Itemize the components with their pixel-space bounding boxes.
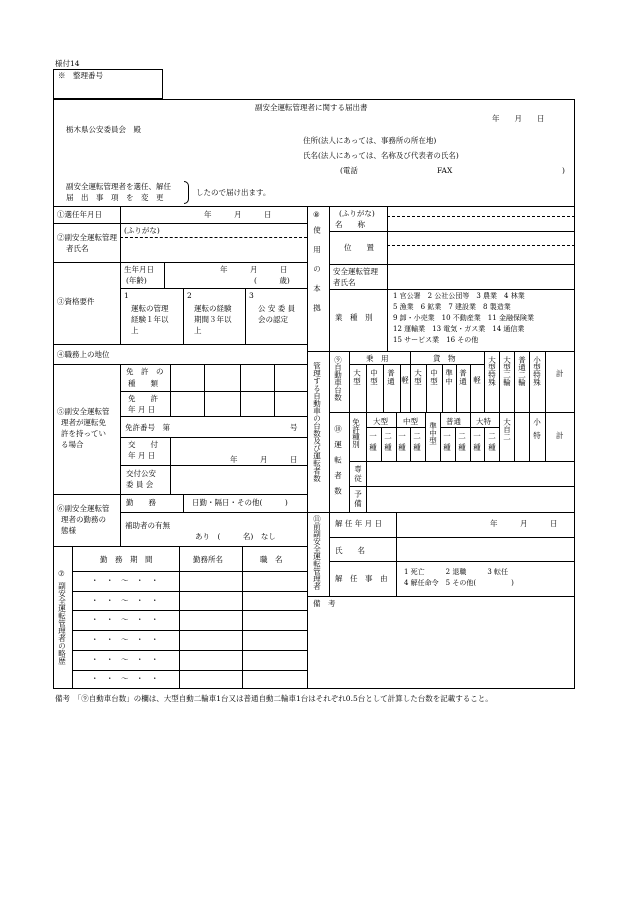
vehicle-col-label: 大型 xyxy=(352,369,362,386)
license-date-cell-divider xyxy=(240,391,241,416)
license-type-cell-divider xyxy=(204,364,205,391)
history-row-divider xyxy=(72,630,307,631)
reserve-label: 予備 xyxy=(353,490,363,509)
applicant-address-label[interactable]: 住所(法人にあっては、事務所の所在地) xyxy=(303,136,437,145)
license-section-label-4: る場合 xyxy=(61,440,84,449)
age-field[interactable]: ( 歳) xyxy=(254,276,290,285)
lead-tail: したので届け出ます。 xyxy=(196,188,271,197)
work-style-label: ⑥副安全運転管 xyxy=(57,504,110,513)
vehicle-col-label: 大型 xyxy=(413,369,423,386)
history-row-divider xyxy=(72,571,307,572)
vehicle-col-divider xyxy=(442,364,443,412)
license-type-label: 免 許 の xyxy=(126,367,164,376)
history-period-2[interactable]: ・ ・ ～ ・ ・ xyxy=(91,596,159,605)
left-label-divider xyxy=(120,206,121,344)
sub-manager-name-label-2: 者氏名 xyxy=(66,244,89,253)
vehicle-col-label: 軽 xyxy=(472,376,482,385)
row-divider xyxy=(349,461,575,462)
qualification-1-text-3: 上 xyxy=(131,326,139,335)
vehicle-col-label: 軽 xyxy=(400,376,410,385)
license-type-cell-divider xyxy=(274,364,275,391)
driver-group-tokushu: 大特 xyxy=(476,417,491,426)
industry-options-4[interactable]: 12 運輸業 13 電気・ガス業 14 通信業 xyxy=(393,325,525,333)
vehicle-col-divider xyxy=(383,364,384,412)
issuer-label: 交付公安 xyxy=(126,469,156,478)
driver-count-label: ⑩運転者数 xyxy=(333,425,343,503)
furigana-dashed-line xyxy=(120,237,307,238)
driver-col-divider xyxy=(484,427,485,461)
driver-sub-ichi: 一種 xyxy=(397,432,407,455)
vehicle-col-divider xyxy=(410,351,411,412)
driver-col-divider xyxy=(381,427,382,461)
vehicle-col-divider xyxy=(456,364,457,412)
driver-sub-ichi: 一種 xyxy=(442,432,452,455)
license-divider xyxy=(170,364,171,416)
managed-vehicles-label: 管理する自動車の台数及び運転者数 xyxy=(312,362,322,482)
row-divider xyxy=(329,537,575,538)
driver-total-label: 計 xyxy=(556,431,564,440)
birth-date-label: 生年月日 xyxy=(124,265,154,274)
base-location-label: 位 置 xyxy=(344,243,374,252)
history-period-3[interactable]: ・ ・ ～ ・ ・ xyxy=(91,615,159,624)
history-row-divider xyxy=(72,670,307,671)
attachment-label: 様付14 xyxy=(55,59,80,68)
driver-sub-ni: 二種 xyxy=(487,432,497,455)
vehicle-col-label: 大型特殊 xyxy=(487,356,497,386)
row-divider xyxy=(53,546,307,547)
vehicle-col-divider xyxy=(484,351,485,412)
history-period-4[interactable]: ・ ・ ～ ・ ・ xyxy=(91,635,159,644)
qualification-2-text-3: 上 xyxy=(194,326,202,335)
vehicle-col-label: 準中 xyxy=(444,369,454,386)
row-divider xyxy=(120,465,307,466)
submission-date[interactable]: 年 月 日 xyxy=(492,114,545,123)
qualification-2-text[interactable]: 運転の経験 xyxy=(194,304,232,313)
driver-group-normal: 普通 xyxy=(446,417,461,426)
license-type-cell-divider xyxy=(240,364,241,391)
history-period-6[interactable]: ・ ・ ～ ・ ・ xyxy=(91,674,159,683)
qualification-1-number: 1 xyxy=(124,291,129,300)
vehicle-group-line xyxy=(349,364,484,365)
safety-manager-label-2: 者氏名 xyxy=(333,278,356,287)
history-col-period: 勤 務 期 間 xyxy=(100,555,153,564)
license-date-label: 免 許 xyxy=(128,394,158,403)
qualification-1-text-2: 経験１年以 xyxy=(131,315,169,324)
driver-col-divider xyxy=(366,412,367,461)
vehicle-col-label: 中型 xyxy=(429,369,439,386)
driver-col-divider xyxy=(396,412,397,461)
left-label-divider xyxy=(120,364,121,494)
qualification-1-text[interactable]: 運転の管理 xyxy=(131,304,169,313)
license-section-label: ⑤副安全運転管 xyxy=(57,407,110,416)
helper-value[interactable]: あり ( 名) なし xyxy=(195,532,276,541)
row-divider xyxy=(349,486,575,487)
vehicle-col-divider xyxy=(529,351,530,412)
qualification-3-number: 3 xyxy=(249,291,254,300)
dismissal-reason-label: 解 任 事 由 xyxy=(335,574,388,583)
row-divider xyxy=(120,512,307,513)
industry-options-2[interactable]: 5 漁業 6 鉱業 7 建設業 8 製造業 xyxy=(393,303,511,311)
driver-col-divider xyxy=(499,412,500,461)
qualification-divider xyxy=(183,288,184,344)
phone-close: ) xyxy=(562,166,565,175)
base-furigana-dashed xyxy=(387,216,575,217)
qualification-3-text[interactable]: 公 安 委 員 xyxy=(258,304,296,313)
row-divider xyxy=(307,512,575,513)
vehicle-col-label: 普通二輪 xyxy=(517,356,527,386)
license-type-label-2: 種 類 xyxy=(128,379,158,388)
driver-sub-ni: 二種 xyxy=(383,432,393,455)
dismissal-date-label: 解 任 年 月 日 xyxy=(335,519,383,528)
driver-sub-ni: 二種 xyxy=(412,432,422,455)
history-row-divider xyxy=(72,650,307,651)
qualification-label: ③資格要件 xyxy=(57,297,95,306)
driver-sub-ni: 二種 xyxy=(457,432,467,455)
phone-label[interactable]: (電話 xyxy=(340,166,358,175)
row-divider xyxy=(120,416,307,417)
row-divider xyxy=(120,288,307,289)
issue-date-field[interactable]: 年 月 日 xyxy=(230,455,298,464)
driver-group-junchu: 準中型 xyxy=(428,422,438,445)
row-divider xyxy=(307,351,575,352)
history-period-5[interactable]: ・ ・ ～ ・ ・ xyxy=(91,655,159,664)
prev-manager-label: ⑪前副安全運転管理者 xyxy=(312,515,322,590)
fax-label[interactable]: FAX xyxy=(437,166,453,175)
driver-sub-ichi: 一種 xyxy=(472,432,482,455)
row-divider xyxy=(307,596,575,597)
license-section-label-2: 理者が運転免 xyxy=(61,418,106,427)
vehicles-label-divider-2 xyxy=(349,351,350,512)
license-date-label-2: 年 月 日 xyxy=(128,405,156,414)
row-divider xyxy=(329,231,575,232)
group-passenger: 乗 用 xyxy=(366,354,389,363)
base-location-dashed xyxy=(387,245,575,246)
applicant-name-label[interactable]: 氏名(法人にあっては、名称及び代表者の氏名) xyxy=(303,151,459,160)
prev-name-label: 氏 名 xyxy=(335,546,365,555)
history-col-place: 勤務所名 xyxy=(193,555,223,564)
driver-col-divider xyxy=(470,412,471,461)
age-label: (年齢) xyxy=(126,276,147,285)
row-divider xyxy=(329,289,575,290)
issue-date-label-2: 年 月 日 xyxy=(128,451,156,460)
form-title: 副安全運転管理者に関する届出書 xyxy=(255,103,368,112)
vehicle-col-label: 大型二輪 xyxy=(502,356,512,386)
driver-group-kotoku: 小特 xyxy=(532,418,542,445)
work-label: 勤 務 xyxy=(126,498,156,507)
row-divider xyxy=(53,494,307,495)
left-label-divider xyxy=(120,494,121,546)
addressee: 栃木県公安委員会 殿 xyxy=(66,125,141,134)
row-divider xyxy=(53,262,307,263)
vehicles-label-divider xyxy=(329,351,330,512)
vehicle-total-label: 計 xyxy=(556,369,564,378)
center-divider xyxy=(307,206,308,689)
base-name-label: 名 称 xyxy=(335,220,365,229)
work-value[interactable]: 日勤・隔日・その他( ) xyxy=(192,498,288,507)
position-label: ④職務上の地位 xyxy=(57,350,110,359)
birth-date-field[interactable]: 年 月 日 xyxy=(220,265,288,274)
history-label-divider xyxy=(72,546,73,689)
driver-row-divider xyxy=(366,461,367,512)
qualification-2-number: 2 xyxy=(187,291,192,300)
sub-manager-name-label: ②副安全運転管理 xyxy=(57,233,117,242)
appointment-date-label: ①選任年月日 xyxy=(57,210,102,219)
license-section-label-3: 許を持ってい xyxy=(61,429,106,438)
driver-sub-ichi: 一種 xyxy=(368,432,378,455)
helper-label: 補助者の有無 xyxy=(125,521,170,530)
driver-group-large: 大型 xyxy=(373,417,388,426)
lead-brace xyxy=(184,181,189,204)
safety-manager-label: 安全運転管理 xyxy=(333,267,378,276)
base-divider xyxy=(387,206,388,351)
base-number: ⑧ xyxy=(313,210,320,219)
work-divider xyxy=(183,494,184,512)
driver-group-daini: 大自二 xyxy=(502,418,512,441)
history-row-divider xyxy=(72,591,307,592)
history-number: ⑦ xyxy=(58,569,65,578)
vehicle-col-label: 普通 xyxy=(386,369,396,386)
license-date-cell-divider xyxy=(274,391,275,416)
vehicle-col-divider xyxy=(400,364,401,412)
license-kind-label: 免許種別 xyxy=(351,418,361,448)
furigana-label: (ふりがな) xyxy=(124,226,160,235)
qualification-divider xyxy=(245,288,246,344)
history-label: 副安全運転管理者の略歴 xyxy=(57,582,67,665)
group-cargo: 貨 物 xyxy=(433,354,456,363)
vehicle-col-label: 中型 xyxy=(369,369,379,386)
row-divider xyxy=(53,364,307,365)
industry-options-5[interactable]: 15 サービス業 16 その他 xyxy=(393,336,479,344)
history-col-divider xyxy=(242,546,243,689)
vehicle-col-label: 普通 xyxy=(458,369,468,386)
vehicle-col-divider xyxy=(499,351,500,412)
appointment-date-field[interactable]: 年 月 日 xyxy=(204,210,272,219)
vehicle-col-divider xyxy=(366,364,367,412)
industry-options-1[interactable]: 1 官公署 2 公社公団等 3 農業 4 林業 xyxy=(393,292,525,300)
vehicle-col-divider xyxy=(545,351,546,412)
history-period-1[interactable]: ・ ・ ～ ・ ・ xyxy=(91,576,159,585)
license-date-cell-divider xyxy=(204,391,205,416)
license-number-field[interactable]: 免許番号 第 xyxy=(125,423,170,432)
dismissal-reason-options-2[interactable]: 4 解任命令 5 その他( ) xyxy=(404,579,514,587)
driver-col-divider xyxy=(410,427,411,461)
row-divider xyxy=(329,561,575,562)
vehicle-col-divider xyxy=(426,364,427,412)
base-furigana: (ふりがな) xyxy=(339,209,375,218)
driver-col-divider xyxy=(455,427,456,461)
vehicle-col-label: 小型特殊 xyxy=(532,356,542,386)
driver-col-divider xyxy=(514,412,515,461)
issuer-label-2: 委 員 会 xyxy=(126,480,154,489)
row-divider xyxy=(53,344,307,345)
history-row-divider xyxy=(72,610,307,611)
prev-divider xyxy=(396,512,397,596)
dismissal-reason-options[interactable]: 1 死亡 2 退職 3 転任 xyxy=(404,568,509,576)
vehicle-col-divider xyxy=(470,364,471,412)
license-number-suffix: 号 xyxy=(290,423,298,432)
dedicated-label: 専従 xyxy=(353,465,363,484)
driver-col-divider xyxy=(440,412,441,461)
vehicle-col-divider xyxy=(514,351,515,412)
driver-col-divider xyxy=(425,412,426,461)
header-divider xyxy=(53,206,575,207)
dismissal-date-field[interactable]: 年 月 日 xyxy=(490,519,558,528)
work-style-label-3: 態様 xyxy=(61,526,76,535)
row-divider xyxy=(120,437,307,438)
driver-group-medium: 中型 xyxy=(403,417,418,426)
prev-label-divider xyxy=(329,512,330,596)
row-divider xyxy=(329,264,575,265)
history-col-title: 職 名 xyxy=(260,555,283,564)
row-divider xyxy=(53,223,307,224)
qualification-2-text-2: 期間３年以 xyxy=(194,315,232,324)
issue-date-label: 交 付 xyxy=(128,440,158,449)
lead-option-appoint[interactable]: 副安全運転管理者を選任、解任 xyxy=(66,182,171,191)
lead-option-change[interactable]: 届 出 事 項 を 変 更 xyxy=(66,193,164,202)
footer-note: 備考 「⑨自動車台数」の欄は、大型自動二輪車1台又は普通自動二輪車1台はそれぞれ0.5台として計算した台数を記載すること。 xyxy=(55,694,493,703)
driver-col-divider xyxy=(545,412,546,461)
base-label-divider xyxy=(329,206,330,351)
vehicle-count-label: ⑨自動車台数 xyxy=(333,356,343,401)
qualification-3-text-2: 会の認定 xyxy=(258,315,288,324)
base-label: 使用の本拠 xyxy=(312,226,322,324)
work-style-label-2: 理者の勤務の xyxy=(61,515,106,524)
industry-label: 業 種 別 xyxy=(335,313,373,322)
row-divider xyxy=(120,391,307,392)
remarks-label: 備 考 xyxy=(313,599,336,608)
driver-col-divider xyxy=(529,412,530,461)
history-col-divider xyxy=(179,546,180,689)
industry-options-3[interactable]: 9 卸・小売業 10 不動産業 11 金融保険業 xyxy=(393,314,534,322)
registration-number-label: ※ 整理番号 xyxy=(58,71,103,80)
birth-divider xyxy=(164,262,165,288)
